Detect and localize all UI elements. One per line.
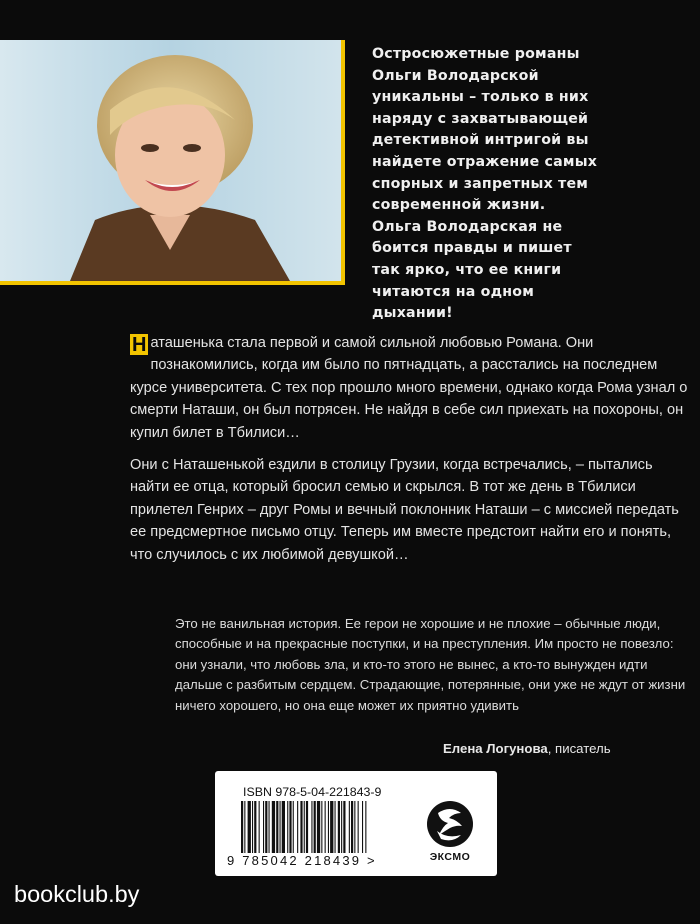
promo-blurb	[372, 44, 682, 325]
publisher-name: ЭКСМО	[429, 851, 471, 863]
story-paragraph-1	[130, 332, 690, 444]
blurb-line: боится правды и пишет	[372, 240, 572, 257]
author-photo	[0, 40, 345, 285]
blurb-line: уникальны – только в них	[372, 89, 589, 106]
blurb-line: спорных и запретных тем	[372, 175, 589, 192]
eksmo-logo-icon	[423, 799, 477, 849]
blurb-line: Ольга Володарская не	[372, 218, 563, 235]
blurb-line: читаются на одном	[372, 283, 535, 300]
blurb-line: Ольги Володарской	[372, 67, 539, 84]
blurb-line: современной жизни.	[372, 197, 546, 214]
story-summary	[130, 332, 690, 576]
review-quote: Это не ванильная история. Ее герои не хорошие и не плохие – обычные люди, способные и на прекрасные поступки, и на преступления. Им просто не повезло: они узнали, что любовь зла, и кто-то этого не вынес, а кто-то вынужден идти дальше с разбитым сердцем. Страдающие, потерянные, они уже не ждут от жизни ничего хорошего, но она еще может их приятно удивить	[175, 616, 686, 713]
blurb-line: дыхании!	[372, 305, 453, 322]
blurb-line: наряду с захватывающей	[372, 110, 589, 127]
story-paragraph-2: Они с Наташенькой ездили в столицу Грузии, когда встречались, – пытались найти ее отца, который бросил семью и скрылся. В тот же день в Тбилиси прилетел Генрих – друг Ромы и вечный поклонник Наташи – с миссией передать ее предсмертное письмо отцу. Теперь им вместе предстоит найти его и понять, что случилось с их любимой девушкой…	[130, 457, 679, 563]
story-paragraph-1-text: аташенька стала первой и самой сильной любовью Романа. Они познакомились, когда им было по пятнадцать, а расстались на последнем курсе университета. С тех пор прошло много времени, однако когда Рома узнал о смерти Наташи, он был потрясен. Не найдя в себе сил приехать на похороны, он купил билет в Тбилиси…	[130, 335, 688, 441]
drop-cap: Н	[132, 334, 147, 356]
barcode-panel	[215, 771, 497, 876]
quote-author-role: , писатель	[547, 741, 611, 756]
blurb-line: Остросюжетные романы	[372, 46, 580, 62]
barcode-digits: 9 785042 218439 >	[227, 853, 377, 868]
blurb-line: так ярко, что ее книги	[372, 261, 562, 278]
blurb-line: найдете отражение самых	[372, 153, 598, 170]
site-watermark: bookclub.by	[14, 881, 140, 907]
quote-author	[443, 741, 611, 756]
barcode-icon	[241, 801, 416, 853]
quote-author-name: Елена Логунова	[443, 741, 548, 756]
blurb-line: детективной интригой вы	[372, 132, 589, 149]
isbn-label: ISBN 978-5-04-221843-9	[243, 785, 382, 799]
